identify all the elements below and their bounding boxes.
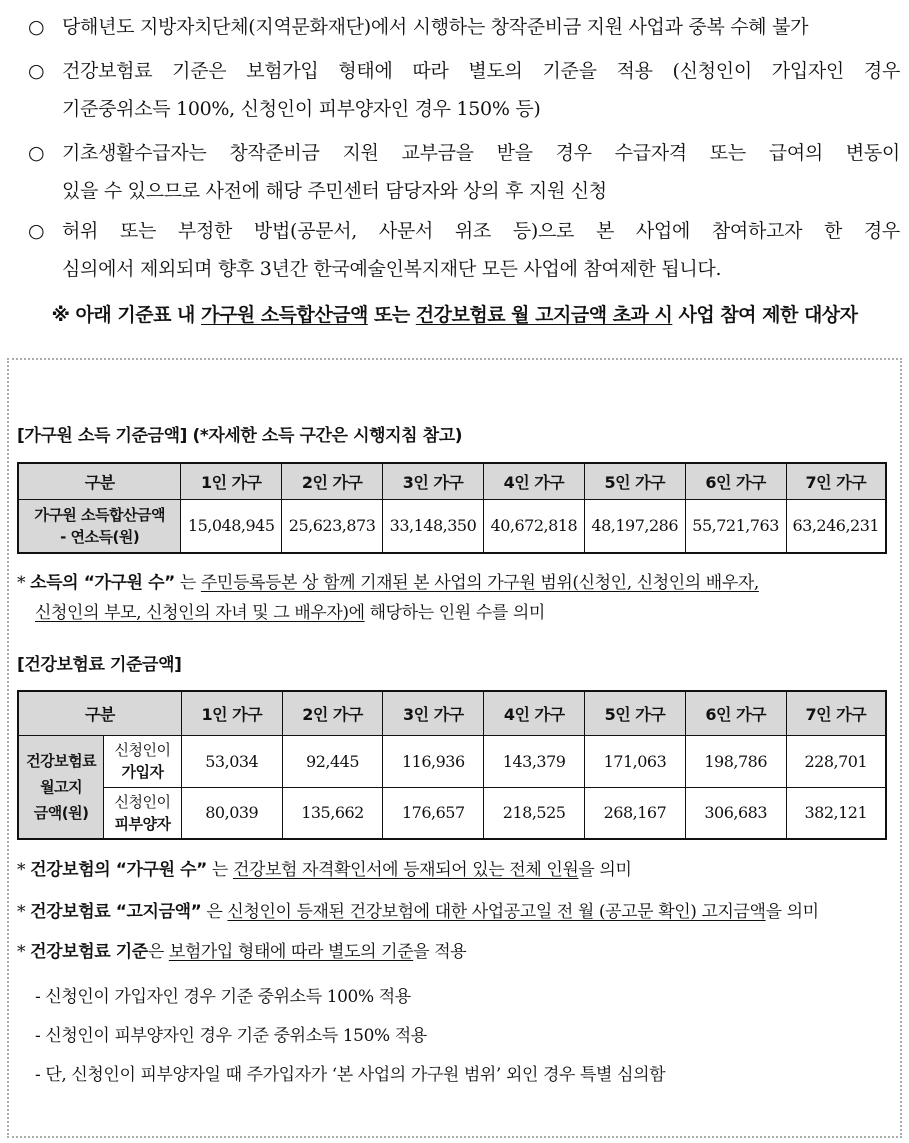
bullet-line: 있을 수 있으므로 사전에 해당 주민센터 담당자와 상의 후 지원 신청: [62, 180, 607, 202]
health-note: [17, 897, 897, 927]
income-note: [17, 568, 897, 628]
header-cell: 3인 가구: [383, 463, 484, 499]
group-label-line: 건강보험료: [26, 751, 97, 770]
header-cell: 6인 가구: [685, 463, 786, 499]
note-text: 을 의미: [765, 902, 819, 922]
row-label-line: 가구원 소득합산금액: [34, 505, 165, 524]
sub-label-line: 가입자: [121, 763, 164, 781]
value-cell: 306,683: [685, 787, 786, 839]
bullet-line: 기초생활수급자는 창작준비금 지원 교부금을 받을 경우 수급자격 또는 급여의 변동이: [62, 142, 900, 164]
health-note: [17, 855, 897, 885]
note-text: 을 적용: [413, 942, 467, 962]
value-cell: 33,148,350: [383, 499, 484, 553]
value-cell: 55,721,763: [685, 499, 786, 553]
header-cell: 4인 가구: [483, 463, 584, 499]
circle-bullet-icon: ○: [28, 60, 45, 82]
row-label: [18, 499, 181, 553]
table-row: [18, 787, 886, 839]
header-cell: 1인 가구: [181, 691, 282, 735]
table-row: [18, 735, 886, 787]
dash-item: - 단, 신청인이 피부양자일 때 주가입자가 ‘본 사업의 가구원 범위’ 외인 경우 특별 심의함: [35, 1065, 666, 1085]
value-cell: 92,445: [282, 735, 383, 787]
bullet-item: [28, 52, 900, 128]
header-cell: 3인 가구: [383, 691, 484, 735]
dash-item: - 신청인이 피부양자인 경우 기준 중위소득 150% 적용: [35, 1026, 427, 1046]
bullet-line: 기준중위소득 100%, 신청인이 피부양자인 경우 150% 등): [62, 98, 541, 120]
header-cell: 2인 가구: [282, 463, 383, 499]
note-term: 건강보험의 “가구원 수”: [30, 860, 207, 880]
circle-bullet-icon: ○: [28, 220, 45, 242]
income-table: [17, 462, 887, 554]
header-cell: 6인 가구: [685, 691, 786, 735]
header-cell: 구분: [18, 691, 181, 735]
note-text: 은: [147, 942, 169, 962]
value-cell: 25,623,873: [282, 499, 383, 553]
bullet-line: 당해년도 지방자치단체(지역문화재단)에서 시행하는 창작준비금 지원 사업과 중복 수혜 불가: [62, 16, 809, 38]
value-cell: 198,786: [685, 735, 786, 787]
note-underlined: 보험가입 형태에 따라 별도의 기준: [168, 942, 414, 962]
header-cell: 5인 가구: [584, 463, 685, 499]
value-cell: 135,662: [282, 787, 383, 839]
asterisk-icon: *: [17, 573, 26, 593]
dash-item: - 신청인이 가입자인 경우 기준 중위소득 100% 적용: [35, 987, 411, 1007]
header-cell: 4인 가구: [484, 691, 585, 735]
note-text: 해당하는 인원 수를 의미: [364, 603, 545, 623]
bullet-item: [28, 212, 900, 288]
note-text: 는: [174, 573, 201, 593]
income-section-title: [가구원 소득 기준금액] (*자세한 소득 구간은 시행지침 참고): [17, 426, 463, 446]
header-cell: 7인 가구: [786, 463, 886, 499]
table-header-row: [18, 691, 886, 735]
bullet-item: [28, 8, 900, 46]
health-table: [17, 690, 887, 840]
note-term: 건강보험료 “고지금액”: [30, 902, 202, 922]
health-note: [17, 937, 897, 967]
notice-mid: 또는: [367, 304, 416, 326]
value-cell: 53,034: [181, 735, 282, 787]
sub-label-line: 피부양자: [114, 814, 171, 833]
note-text: 을 의미: [578, 860, 632, 880]
note-text: 는: [206, 860, 233, 880]
note-underlined: 주민등록등본 상 함께 기재된 본 사업의 가구원 범위(신청인, 신청인의 배우자,: [200, 573, 759, 593]
value-cell: 176,657: [383, 787, 484, 839]
sub-label-line: 신청인이: [114, 792, 171, 811]
bullet-line: 건강보험료 기준은 보험가입 형태에 따라 별도의 기준을 적용 (신청인이 가입자인 경우: [62, 60, 900, 82]
value-cell: 48,197,286: [584, 499, 685, 553]
asterisk-icon: *: [17, 860, 26, 880]
value-cell: 116,936: [383, 735, 484, 787]
header-cell: 5인 가구: [585, 691, 686, 735]
value-cell: 218,525: [484, 787, 585, 839]
table-header-row: [18, 463, 886, 499]
value-cell: 171,063: [585, 735, 686, 787]
value-cell: 63,246,231: [786, 499, 886, 553]
row-label-line: - 연소득(원): [60, 527, 140, 546]
restriction-notice: [0, 300, 909, 327]
note-underlined: 건강보험 자격확인서에 등재되어 있는 전체 인원: [232, 860, 579, 880]
value-cell: 40,672,818: [483, 499, 584, 553]
value-cell: 228,701: [786, 735, 886, 787]
sub-label-line: 신청인이: [114, 741, 171, 759]
notice-prefix: ※ 아래 기준표 내: [51, 304, 202, 326]
table-row: [18, 499, 886, 553]
value-cell: 80,039: [181, 787, 282, 839]
asterisk-icon: *: [17, 902, 26, 922]
circle-bullet-icon: ○: [28, 16, 45, 38]
header-cell: 2인 가구: [282, 691, 383, 735]
notice-income-term: 가구원 소득합산금액: [201, 304, 368, 326]
group-label-line: 금액(원): [33, 803, 89, 822]
note-term: 건강보험료 기준: [30, 942, 148, 962]
value-cell: 268,167: [585, 787, 686, 839]
note-term: 소득의 “가구원 수”: [30, 573, 175, 593]
group-label: [18, 735, 104, 839]
notice-suffix: 사업 참여 제한 대상자: [672, 304, 858, 326]
note-underlined: 신청인이 등재된 건강보험에 대한 사업공고일 전 월 (공고문 확인) 고지금액: [227, 902, 766, 922]
value-cell: 143,379: [484, 735, 585, 787]
header-cell: 1인 가구: [181, 463, 282, 499]
note-underlined: 신청인의 부모, 신청인의 자녀 및 그 배우자)에: [35, 603, 365, 623]
bullet-line: 심의에서 제외되며 향후 3년간 한국예술인복지재단 모든 사업에 참여제한 됩니다.: [62, 258, 722, 280]
health-section-title: [건강보험료 기준금액]: [17, 655, 182, 675]
bullet-item: [28, 134, 900, 210]
header-cell: 7인 가구: [786, 691, 886, 735]
sub-label: [104, 787, 182, 839]
bullet-line: 허위 또는 부정한 방법(공문서, 사문서 위조 등)으로 본 사업에 참여하고자 한 경우: [62, 220, 900, 242]
notice-health-term: 건강보험료 월 고지금액 초과 시: [415, 304, 673, 326]
header-cell: 구분: [18, 463, 181, 499]
value-cell: 15,048,945: [181, 499, 282, 553]
note-text: 은: [201, 902, 228, 922]
value-cell: 382,121: [786, 787, 886, 839]
group-label-line: 월고지: [40, 777, 83, 796]
sub-label: [104, 735, 182, 787]
circle-bullet-icon: ○: [28, 142, 45, 164]
asterisk-icon: *: [17, 942, 26, 962]
